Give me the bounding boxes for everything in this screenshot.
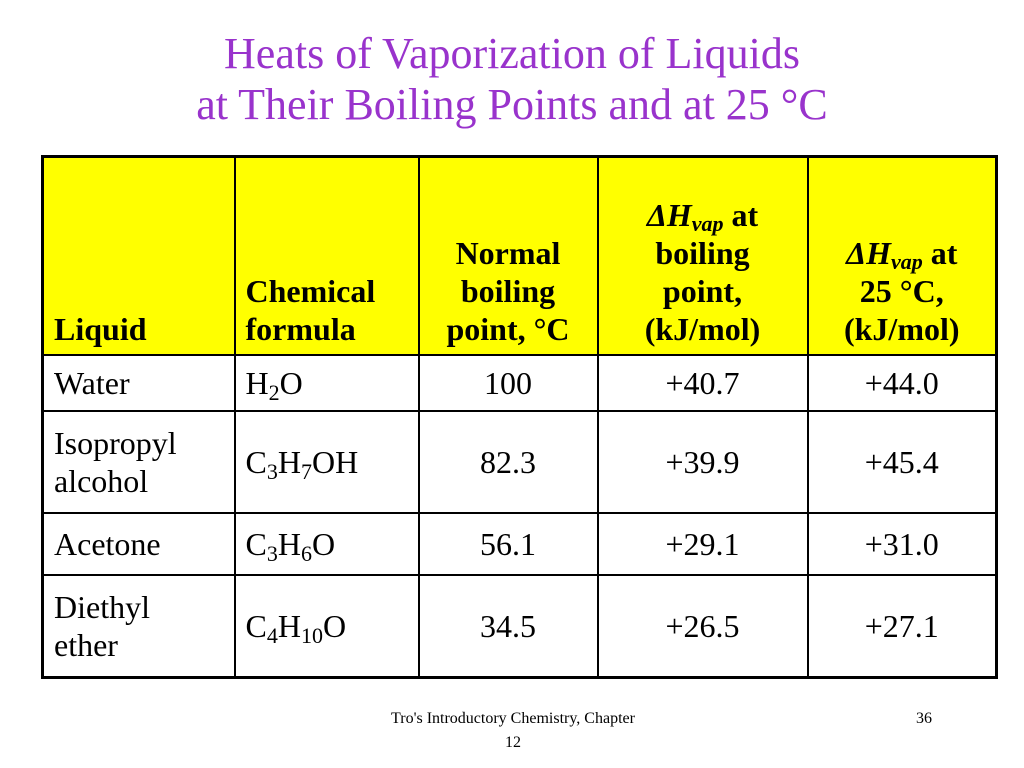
delta-h-symbol: ΔH — [646, 196, 692, 233]
cell-hvap-25: +44.0 — [808, 355, 997, 411]
formula-subscript: 4 — [266, 622, 278, 648]
formula-subscript: 3 — [266, 458, 278, 484]
formula-element: H — [277, 525, 301, 562]
formula-element: C — [245, 607, 267, 644]
table-row — [43, 575, 997, 678]
cell-boiling-point: 82.3 — [419, 411, 598, 513]
header-hvap-25-line3: (kJ/mol) — [843, 310, 960, 347]
header-liquid-label: Liquid — [54, 310, 147, 347]
header-hvap-25c — [808, 157, 997, 355]
formula-element: H — [277, 443, 301, 480]
cell-formula — [235, 575, 419, 678]
formula-element: H — [277, 607, 301, 644]
formula-subscript: 7 — [300, 458, 312, 484]
header-hvap-bp-line2: boiling — [655, 234, 750, 271]
cell-boiling-point: 56.1 — [419, 513, 598, 575]
formula-element: O — [311, 525, 336, 562]
liquid-name-line2: ether — [54, 626, 118, 663]
header-boiling-point — [419, 157, 598, 355]
cell-hvap-bp: +39.9 — [598, 411, 808, 513]
cell-hvap-25: +27.1 — [808, 575, 997, 678]
header-hvap-25-line1 — [817, 234, 988, 272]
liquid-name-line1: Diethyl — [54, 588, 150, 625]
header-boiling-line1: Normal — [455, 234, 561, 271]
footer-course-label — [338, 707, 688, 755]
cell-hvap-bp: +40.7 — [598, 355, 808, 411]
footer-line-1: Tro's Introductory Chemistry, Chapter — [391, 710, 635, 727]
title-line-2: at Their Boiling Points and at 25 °C — [196, 80, 828, 129]
formula-element: C — [245, 443, 267, 480]
vap-subscript: vap — [891, 248, 923, 274]
formula-element: C — [245, 525, 267, 562]
formula-subscript: 6 — [300, 540, 312, 566]
cell-boiling-point: 34.5 — [419, 575, 598, 678]
header-hvap-25-at: at — [922, 234, 958, 271]
vap-subscript: vap — [691, 210, 724, 236]
table-row — [43, 411, 997, 513]
table-row — [43, 513, 997, 575]
slide-footer — [0, 707, 1024, 757]
cell-liquid — [43, 355, 235, 411]
header-formula-line2: formula — [245, 310, 356, 347]
cell-boiling-point: 100 — [419, 355, 598, 411]
header-hvap-boiling — [598, 157, 808, 355]
title-line-1: Heats of Vaporization of Liquids — [224, 29, 800, 78]
formula-subscript: 3 — [266, 540, 278, 566]
cell-liquid — [43, 411, 235, 513]
formula-element: H — [245, 364, 269, 401]
formula-element: O — [279, 364, 303, 401]
cell-hvap-bp: +26.5 — [598, 575, 808, 678]
table-container — [41, 155, 998, 679]
cell-hvap-25: +45.4 — [808, 411, 997, 513]
header-hvap-bp-line3: point, — [662, 272, 743, 309]
liquid-name: Acetone — [54, 525, 161, 562]
delta-h-symbol: ΔH — [846, 234, 892, 271]
cell-liquid — [43, 575, 235, 678]
cell-formula — [235, 411, 419, 513]
cell-formula — [235, 513, 419, 575]
header-hvap-bp-at: at — [723, 196, 759, 233]
header-hvap-bp-line1 — [607, 196, 799, 234]
header-liquid — [43, 157, 235, 355]
formula-subscript: 10 — [300, 622, 323, 648]
liquid-name: Water — [54, 364, 130, 401]
page-number: 36 — [916, 710, 932, 727]
formula-subscript: 2 — [268, 379, 280, 405]
cell-hvap-bp: +29.1 — [598, 513, 808, 575]
formula-element: OH — [311, 443, 359, 480]
cell-formula — [235, 355, 419, 411]
header-formula-line1: Chemical — [245, 272, 376, 309]
slide-title — [0, 28, 1024, 130]
cell-liquid — [43, 513, 235, 575]
header-boiling-line3: point, °C — [446, 310, 570, 347]
liquid-name-line1: Isopropyl — [54, 424, 177, 461]
header-hvap-25-line2: 25 °C, — [859, 272, 944, 309]
table-row — [43, 355, 997, 411]
liquid-name-line2: alcohol — [54, 462, 149, 499]
header-boiling-line2: boiling — [460, 272, 556, 309]
cell-hvap-25: +31.0 — [808, 513, 997, 575]
header-formula — [235, 157, 419, 355]
footer-line-2: 12 — [505, 734, 521, 751]
heats-of-vaporization-table — [41, 155, 998, 679]
formula-element: O — [322, 607, 347, 644]
header-row — [43, 157, 997, 355]
header-hvap-bp-line4: (kJ/mol) — [644, 310, 761, 347]
